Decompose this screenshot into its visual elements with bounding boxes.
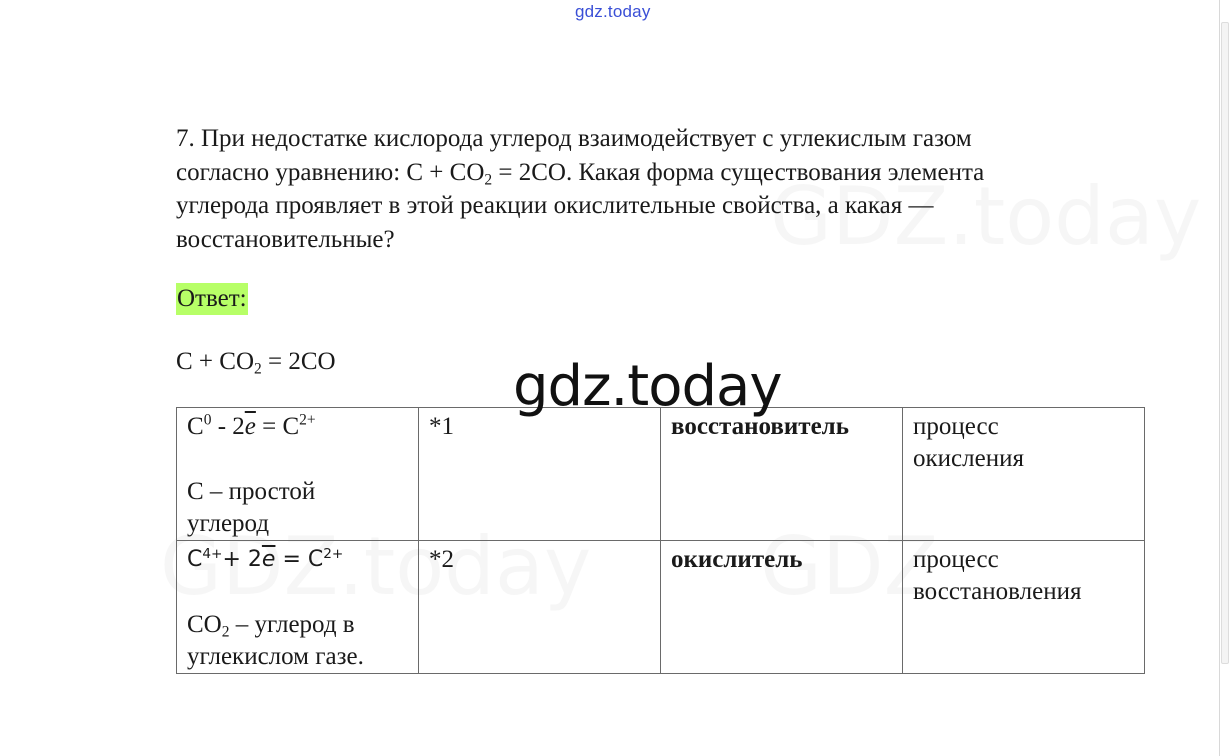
question-line (176, 156, 1136, 190)
equation-part: = 2CO (261, 348, 336, 375)
subscript: 2 (484, 171, 493, 189)
scrollbar[interactable] (1219, 0, 1229, 756)
table-row (177, 408, 1145, 541)
oxidation-state: 2+ (299, 411, 316, 429)
subscript: 2 (254, 360, 262, 378)
redox-table (176, 407, 1145, 674)
process-label: восстановления (913, 578, 1082, 605)
half-reaction-cell (177, 541, 419, 674)
reaction-equation (176, 346, 336, 378)
table-row (177, 541, 1145, 674)
electron-symbol: $\overline{e}$ (261, 547, 276, 572)
carbon-form-description: углекислом газе. (187, 643, 364, 670)
question-text (176, 122, 1136, 256)
coefficient-cell: *1 (419, 408, 661, 541)
role-cell: окислитель (661, 541, 903, 674)
process-label: окисления (913, 445, 1024, 472)
electron-symbol: $\overline{e}$ (244, 413, 256, 440)
question-line: 7. При недостатке кислорода углерод взаимодействует с углекислым газом (176, 125, 972, 152)
oxidation-state: 4+ (202, 545, 223, 562)
question-line: углерода проявляет в этой реакции окислительные свойства, а какая — (176, 192, 934, 219)
answer-label: Ответ: (176, 283, 248, 315)
process-cell (903, 408, 1145, 541)
watermark: gdz.today (513, 354, 782, 419)
half-reaction-cell (177, 408, 419, 541)
oxidation-state: 0 (203, 411, 212, 429)
half-reaction (187, 411, 408, 443)
equation-part: C + CO (176, 348, 255, 375)
role-cell: восстановитель (661, 408, 903, 541)
product-symbol: = C (275, 547, 324, 572)
question-text-part: согласно уравнению: C + CO (176, 158, 485, 186)
process-label: процесс (913, 546, 999, 573)
subscript: 2 (221, 623, 230, 641)
site-link[interactable]: gdz.today (575, 2, 651, 21)
scrollbar-thumb[interactable] (1221, 22, 1229, 664)
half-reaction (187, 544, 408, 576)
carbon-form-description: C – простой (187, 478, 316, 505)
formula-part: – углерод в (229, 611, 355, 638)
process-cell (903, 541, 1145, 674)
question-text-part: = 2CO. Какая форма существования элемента (492, 158, 985, 186)
process-label: процесс (913, 413, 999, 440)
carbon-form-description: углерод (187, 510, 270, 537)
oxidation-state: 2+ (323, 545, 344, 562)
product-symbol: = C (255, 413, 300, 440)
element-symbol: C (187, 413, 204, 440)
electron-count: - 2 (211, 413, 245, 440)
question-line: восстановительные? (176, 225, 395, 253)
coefficient-cell: *2 (419, 541, 661, 674)
carbon-form-description (187, 609, 408, 641)
element-symbol: C (187, 547, 203, 572)
formula-part: CO (187, 611, 222, 638)
electron-count: + 2 (222, 547, 262, 572)
